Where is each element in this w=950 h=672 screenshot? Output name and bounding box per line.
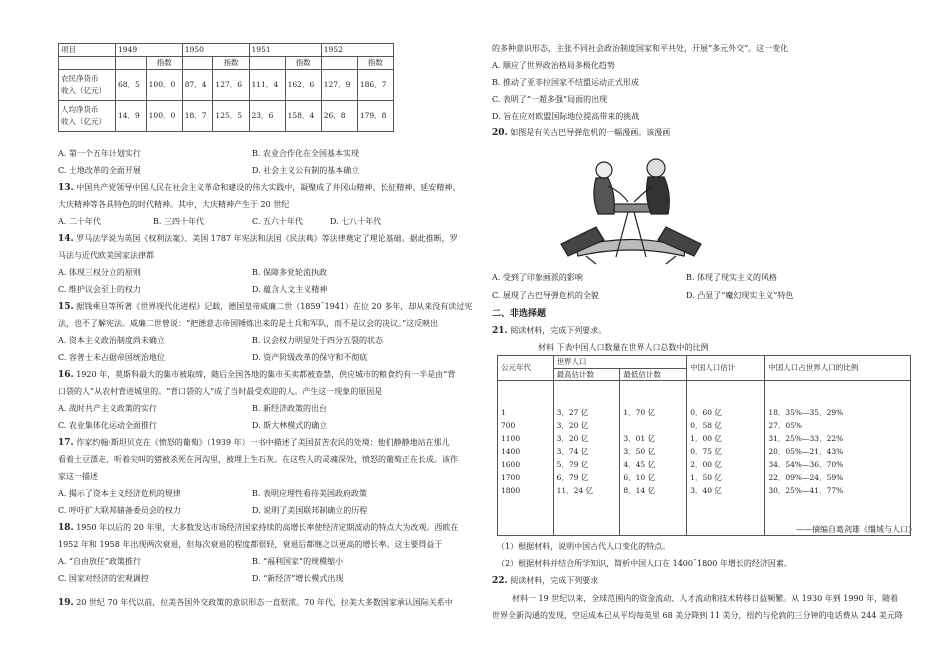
question-stem: [58, 233, 458, 247]
answer-option: D. 凸显了“魔幻现实主义”特色: [686, 291, 794, 300]
text-line: ——摘编自葛剑雄《缰域与人口》: [796, 525, 916, 534]
text-line: 1952 年和 1958 年出现两次衰退，但每次衰退的程度都很轻，衰退后都继之以更高的增长率。这主要得益于: [58, 540, 443, 549]
income-table: [58, 43, 394, 132]
table-cell: 125．5: [213, 101, 249, 132]
table-row: [59, 70, 394, 101]
question-number: 19.: [58, 598, 74, 608]
china-population-cell: 0．75 亿: [690, 447, 722, 457]
question-text: 20 世纪 70 年代以前，拉美各国外交政策的意识形态一直很浓。70 年代，拉美大多数国家承认国际关系中: [73, 598, 453, 607]
table-header-cell: 1949: [116, 44, 183, 57]
high-estimate-cell: 3．20 亿: [556, 434, 589, 444]
answer-option: B. 保障多党轮流执政: [252, 268, 327, 277]
table-cell: 23．6: [249, 101, 285, 132]
year-cell: 1600: [501, 460, 521, 470]
text-line: 马法与近代欧美国家法律都: [58, 251, 154, 260]
question-stem: [492, 575, 598, 589]
question-number: 16.: [58, 370, 74, 380]
table-cell: 100．0: [146, 101, 182, 132]
china-population-cell: 1．50 亿: [690, 473, 722, 483]
ratio-cell: 20．05%—21．43%: [768, 447, 844, 457]
low-estimate-cell: 1．70 亿: [623, 408, 656, 418]
year-column: [498, 381, 554, 536]
table-cell: 158．4: [285, 101, 321, 132]
answer-option: A. 战时共产主义政策的实行: [58, 404, 157, 413]
high-estimate-cell: 3．74 亿: [556, 447, 589, 457]
answer-option: D. “新经济”增长模式出现: [252, 574, 344, 583]
answer-option: B. 推动了亚非拉国家不结盟运动正式形成: [492, 78, 639, 87]
question-number: 13.: [58, 183, 74, 193]
text-line: （1）根据材料，说明中国古代人口变化的特点。: [497, 542, 671, 551]
table-header-cell: 1952: [321, 44, 393, 57]
question-stem: [492, 127, 670, 141]
answer-option: B. 表明应理性看待美国政府政策: [252, 489, 367, 498]
low-estimate-cell: 8．14 亿: [623, 486, 656, 496]
ratio-cell: 18．35%—35．29%: [768, 408, 844, 418]
table-cell: 127．9: [321, 70, 357, 101]
answer-option: D. 社会主义公有制的基本确立: [252, 166, 360, 175]
text-line: 口袋的人”从农村背进城里的。“背口袋的人”成了当时最受欢迎的人。产生这一现象的原因是: [58, 387, 383, 396]
question-text: 阅读材料，完成下列要求。: [507, 326, 607, 335]
low-estimate-cell: 3．50 亿: [623, 447, 656, 457]
question-text: 据钱乘旦等所著《世界现代化进程》记载，德国皇帝威廉二世（1859ˉ1941）在位 20 多年，却从来没有读过宪: [73, 302, 473, 311]
answer-option: A. 二十年代: [58, 217, 101, 226]
row-label: 农民净货币: [61, 74, 99, 84]
low-estimate-cell: 6．10 亿: [623, 473, 656, 483]
answer-option: A. “自由放任”政策推行: [58, 557, 142, 566]
ratio-cell: 22．09%—24．59%: [768, 473, 844, 483]
cuban-missile-crisis-cartoon: [556, 152, 706, 270]
table-cell: 14．9: [116, 101, 147, 132]
text-line: 的多种意识形态，主张不同社会政治制度国家和平共处，开展“多元外交”。这一变化: [492, 44, 789, 53]
question-stem: [58, 522, 458, 536]
china-population-cell: 0．60 亿: [690, 408, 722, 418]
table-cell: 127．6: [213, 70, 249, 101]
answer-option: D. 七八十年代: [330, 217, 382, 226]
answer-option: D. 说明了美国联邦制确立的历程: [252, 506, 368, 515]
question-text: 中国共产党领导中国人民在社会主义革命和建设的伟大实践中，凝聚成了井冈山精神、长征精神、延安精神、: [73, 183, 461, 192]
table-cell: 18．7: [182, 101, 213, 132]
row-label: 人均净货币: [61, 105, 99, 115]
year-cell: 1100: [501, 434, 521, 444]
question-text: 罗马法学说为英国《权利法案》、美国 1787 年宪法和法国《民法典》等法律奠定了理论基础。据此推断，罗: [73, 234, 458, 243]
question-number: 15.: [58, 302, 74, 312]
table-header-cell: 中国人口占世界人口的比例: [765, 356, 911, 381]
table-cell: 111．4: [249, 70, 285, 101]
answer-option: A. 顺应了世界政治格局多极化趋势: [492, 61, 615, 70]
table-header-cell: 指数: [213, 57, 249, 70]
table-header-cell: 最高估计数: [553, 368, 620, 381]
answer-option: A. 第一个五年计划实行: [58, 149, 141, 158]
china-population-cell: 3．40 亿: [690, 486, 722, 496]
answer-option: A. 受到了印象画派的影响: [492, 273, 583, 282]
table-row: [59, 101, 394, 132]
table-header-cell: 1950: [182, 44, 249, 57]
text-line: （2）根据材料并结合所学知识，简析中国人口在 1400ˉ1800 年增长的经济因素。: [497, 559, 792, 568]
text-line: 法，也不了解宪法。威廉二世曾说：“把德意志帝国锤炼出来的是士兵和军队，而不是议会的决议。”这反映出: [58, 319, 439, 328]
section-heading: 二、非选择题: [492, 309, 547, 319]
year-cell: 1: [501, 408, 506, 418]
question-number: 17.: [58, 438, 74, 448]
answer-option: B. 体现了现实主义的风格: [686, 273, 777, 282]
question-stem: [58, 182, 460, 196]
answer-option: C. 表明了“一超多强”局面的出现: [492, 95, 608, 104]
question-text: 如图是有关古巴导弹危机的一幅漫画。该漫画: [507, 128, 671, 137]
ratio-cell: 31．25%—33．22%: [768, 434, 844, 444]
answer-option: C. 土地改革的全面开展: [58, 166, 141, 175]
table-header-cell: 公元年代: [498, 356, 554, 381]
text-line: 材料 下表中国人口数量在世界人口总数中的比例: [538, 343, 709, 352]
answer-option: C. 容普士未占据帝国统治地位: [58, 353, 165, 362]
answer-option: C. 农业集体化运动全面推行: [58, 421, 157, 430]
answer-option: C. 展现了古巴导弹危机的全貌: [492, 291, 599, 300]
answer-option: A. 揭示了资本主义经济危机的规律: [58, 489, 181, 498]
table-cell: 186．7: [357, 70, 393, 101]
answer-option: D. 资产阶级改革的保守和不彻底: [252, 353, 368, 362]
table-header-cell: 指数: [285, 57, 321, 70]
high-estimate-cell: 11．24 亿: [556, 486, 594, 496]
table-header-cell: 1951: [249, 44, 321, 57]
text-line: 家这一描述: [58, 472, 98, 481]
answer-option: D. 蕴含人文主义精神: [252, 285, 328, 294]
table-header-cell: 项目: [59, 44, 116, 57]
table-header-cell: 最低估计数: [620, 368, 687, 381]
table-cell: 179．8: [357, 101, 393, 132]
high-estimate-cell: 6．79 亿: [556, 473, 589, 483]
question-stem: [58, 369, 455, 383]
china-population-cell: 2．00 亿: [690, 460, 722, 470]
question-number: 21.: [492, 326, 508, 336]
answer-option: B. 三四十年代: [153, 217, 204, 226]
question-number: 20.: [492, 128, 508, 138]
question-stem: [492, 325, 606, 339]
table-cell: 26．8: [321, 101, 357, 132]
low-estimate-column: [620, 381, 687, 536]
table-header-cell: 世界人口: [553, 356, 687, 369]
population-table: [497, 355, 911, 536]
answer-option: B. 新经济政策的出台: [252, 404, 327, 413]
answer-option: D. 斯大林模式的确立: [252, 421, 328, 430]
answer-option: A. 体现三权分立的原则: [58, 268, 141, 277]
ratio-cell: 30．25%—41．77%: [768, 486, 844, 496]
ratio-cell: 34．54%—36．70%: [768, 460, 844, 470]
ratio-cell: 27．05%: [768, 421, 803, 431]
text-line: 材料一 19 世纪以来，全球范围内的资金流动、人才流动和技术转移日益频繁。从 1930 年到 1990 年，随着: [512, 594, 899, 603]
table-cell: 68．5: [116, 70, 147, 101]
high-estimate-cell: 3．27 亿: [556, 408, 589, 418]
table-cell: 87．4: [182, 70, 213, 101]
question-text: 1950 年以后的 20 年里，大多数发达市场经济国家持续的高增长率使经济定期波动的特点大为改观。西欧在: [73, 523, 459, 532]
answer-option: D. 旨在应对欧盟国际地位提高带来的挑战: [492, 112, 640, 121]
low-estimate-cell: 4．45 亿: [623, 460, 656, 470]
table-cell: 100．0: [146, 70, 182, 101]
question-text: 阅读材料，完成下列要求: [507, 576, 599, 585]
answer-option: A. 资本主义政治制度尚未确立: [58, 336, 165, 345]
answer-option: B. 议会权力明显处于四分五裂的状态: [252, 336, 383, 345]
answer-option: B. 农业合作化在全国基本实现: [252, 149, 359, 158]
year-cell: 700: [501, 421, 516, 431]
high-estimate-cell: 3．20 亿: [556, 421, 589, 431]
year-cell: 1800: [501, 486, 521, 496]
question-stem: [58, 597, 453, 611]
high-estimate-column: [553, 381, 620, 536]
answer-option: B. “福利国家”的规模缩小: [252, 557, 344, 566]
year-cell: 1400: [501, 447, 521, 457]
low-estimate-cell: [623, 420, 683, 433]
table-row: [498, 381, 911, 536]
table-header-cell: 指数: [146, 57, 182, 70]
question-number: 14.: [58, 234, 74, 244]
question-number: 22.: [492, 576, 508, 586]
low-estimate-cell: 3．01 亿: [623, 434, 656, 444]
answer-option: C. 维护议会至上的权力: [58, 285, 141, 294]
row-label: 收入（亿元）: [61, 117, 106, 126]
question-stem: [58, 301, 472, 315]
text-line: 世界全新沟通的发现，空运成本已从平均每英里 68 美分降到 11 美分，纽约与伦敦的三分钟的电话费从 244 美元降: [492, 611, 903, 620]
question-text: 1920 年，莫斯科最大的集市被取缔，随后全国各地的集市买卖都被查禁，供应城市的粮食约有一半是由“背: [73, 370, 456, 379]
china-population-cell: 0．58 亿: [690, 421, 722, 431]
question-stem: [58, 437, 450, 451]
china-ratio-column: [765, 381, 911, 536]
answer-option: C. 呼吁扩大联邦储备委员会的权力: [58, 506, 181, 515]
text-line: 看着土豆漂走，听着尖叫的猪被杀死在河沟里，被埋上生石灰。在这些人的灵魂深处，愤怒的葡萄正在长成。该作: [58, 455, 458, 464]
row-label: 收入（亿元）: [61, 86, 106, 95]
china-population-cell: 1．00 亿: [690, 434, 722, 444]
question-number: 18.: [58, 523, 74, 533]
table-header-cell: 指数: [357, 57, 393, 70]
answer-option: C. 五六十年代: [252, 217, 303, 226]
answer-option: C. 国家对经济的宏观调控: [58, 574, 149, 583]
year-cell: 1700: [501, 473, 521, 483]
text-line: 大庆精神等各具特色的时代精神。其中，大庆精神产生于 20 世纪: [58, 200, 290, 209]
question-text: 作家约翰·斯坦贝克在《愤怒的葡萄》（1939 年）一书中描述了美国贫苦农民的处境：他们静静地站在那儿: [73, 438, 450, 447]
table-cell: 162．6: [285, 70, 321, 101]
china-population-column: [687, 381, 765, 536]
table-header-cell: 中国人口估计: [687, 356, 765, 381]
high-estimate-cell: 5．79 亿: [556, 460, 589, 470]
